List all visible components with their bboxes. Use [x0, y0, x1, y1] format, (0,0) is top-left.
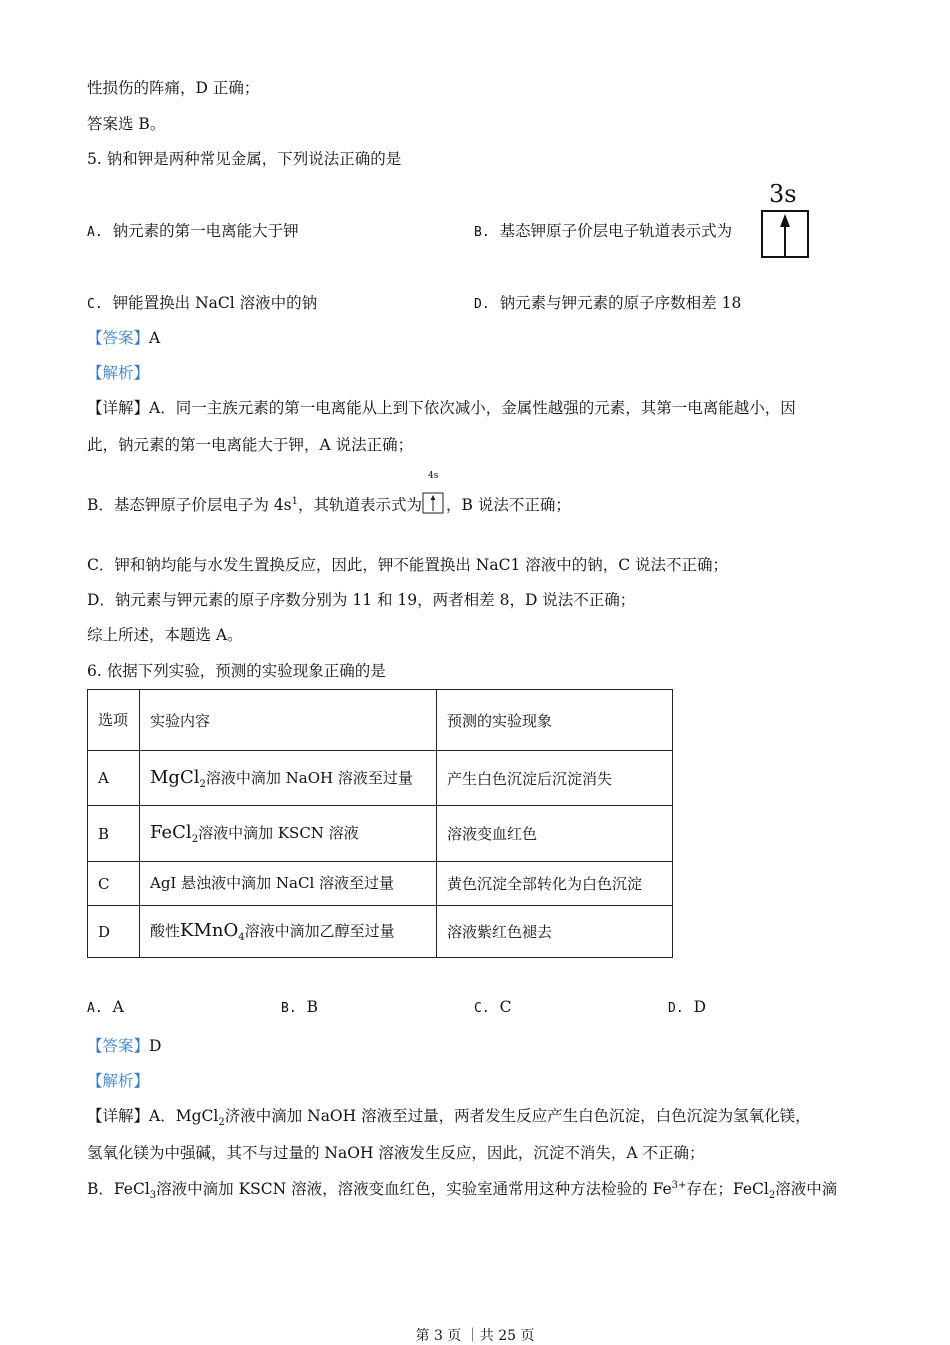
- q5-detail-d: D．钠元素与钾元素的原子序数分别为 11 和 19，两者相差 8，D 说法不正确；: [87, 591, 636, 609]
- q5-detail-a1: [87, 396, 796, 418]
- q5-detail-a2: 此，钠元素的第一电离能大于钾，A 说法正确；: [87, 436, 414, 454]
- q6-option-c: [474, 998, 512, 1016]
- option-text: A: [112, 998, 124, 1016]
- content-text: AgI 悬浊液中滴加 NaCl 溶液至过量: [150, 874, 395, 892]
- page-footer: 第 3 页 ｜共 25 页: [415, 1328, 535, 1344]
- table-header-row: [88, 690, 673, 751]
- content-text: 溶液中滴加 KSCN 溶液: [198, 824, 359, 842]
- option-text: 基态钾原子价层电子轨道表示式为: [499, 222, 733, 240]
- q6-detail-a2: 氢氧化镁为中强碱，其不与过量的 NaOH 溶液发生反应，因此，沉淀不消失，A 不正确；: [87, 1144, 705, 1162]
- formula: KMnO: [180, 920, 239, 941]
- detail-tag: 【详解】: [87, 399, 150, 417]
- detail-text: B．FeCl: [87, 1180, 150, 1198]
- orbital-label: 3s: [769, 180, 797, 208]
- table-row: [88, 906, 673, 958]
- q5-option-d: [474, 291, 741, 313]
- content-text: 溶液中滴加 NaOH 溶液至过量: [205, 768, 413, 787]
- detail-text: 溶液中滴: [775, 1180, 838, 1198]
- option-text: 钠元素与钾元素的原子序数相差 18: [499, 294, 742, 312]
- q6-option-a: [87, 998, 124, 1016]
- detail-text: 溶液中滴加 KSCN 溶液，溶液变血红色，实验室通常用这种方法检验的 Fe: [156, 1180, 672, 1198]
- option-label: D.: [474, 297, 490, 312]
- subscript: 2: [191, 834, 199, 845]
- option-label: D.: [668, 1001, 684, 1016]
- option-text: C: [499, 998, 512, 1016]
- orbital-box-icon: [422, 492, 444, 514]
- cell-content: [140, 751, 437, 806]
- subscript: 4: [238, 932, 245, 943]
- orbital-label: 4s: [428, 471, 439, 481]
- question-5-stem: 5. 钠和钾是两种常见金属，下列说法正确的是: [87, 150, 402, 168]
- cell-result: 产生白色沉淀后沉淀消失: [437, 751, 673, 806]
- option-text: B: [306, 998, 319, 1016]
- option-text: 钠元素的第一电离能大于钾: [112, 222, 299, 240]
- option-label: A.: [87, 1001, 103, 1016]
- text-line: 性损伤的阵痛，D 正确；: [87, 79, 260, 97]
- prefix: 酸性: [150, 922, 181, 940]
- content-text: 溶液中滴加乙醇至过量: [244, 922, 395, 940]
- table-row: [88, 751, 673, 806]
- table-row: [88, 862, 673, 906]
- question-6-stem: 6. 依据下列实验，预测的实验现象正确的是: [87, 662, 386, 680]
- detail-text: A．MgCl: [149, 1107, 219, 1125]
- answer-tag: 【答案】: [87, 329, 150, 347]
- superscript: 1: [291, 495, 299, 507]
- orbital-diagram-3s: [761, 182, 811, 260]
- formula: MgCl: [150, 766, 200, 788]
- option-text: 钾能置换出 NaCl 溶液中的钠: [112, 294, 318, 312]
- q6-analysis-tag: 【解析】: [87, 1072, 150, 1090]
- subscript: 2: [768, 1190, 776, 1202]
- q5-detail-b: [87, 471, 571, 515]
- q5-option-a: [87, 219, 299, 241]
- detail-text: 济液中滴加 NaOH 溶液至过量，两者发生反应产生白色沉淀，白色沉淀为氢氧化镁，: [224, 1107, 811, 1125]
- cell-content: [140, 906, 437, 958]
- inline-orbital: [422, 471, 446, 514]
- formula: FeCl: [150, 822, 192, 843]
- header-result: 预测的实验现象: [437, 690, 673, 751]
- answer-value: D: [149, 1037, 162, 1055]
- orbital-box-icon: [761, 210, 811, 260]
- q5-answer: [87, 326, 160, 348]
- subscript: 3: [149, 1190, 157, 1202]
- cell-result: 溶液变血红色: [437, 806, 673, 862]
- detail-tag: 【详解】: [87, 1107, 150, 1125]
- cell-option: C: [88, 862, 140, 906]
- detail-text: A．同一主族元素的第一电离能从上到下依次减小，金属性越强的元素，其第一电离能越小，因: [149, 399, 796, 417]
- q6-detail-b: [87, 1177, 837, 1201]
- q6-option-d: [668, 998, 706, 1016]
- experiment-table: [87, 689, 673, 958]
- superscript: 3+: [671, 1179, 687, 1191]
- option-label: A.: [87, 225, 103, 240]
- detail-text: ，其轨道表示式为: [298, 496, 423, 514]
- q5-analysis-tag: 【解析】: [87, 364, 150, 382]
- q5-option-c: [87, 291, 317, 313]
- header-content: 实验内容: [140, 690, 437, 751]
- text-line: 答案选 B。: [87, 115, 166, 133]
- answer-tag: 【答案】: [87, 1037, 150, 1055]
- cell-result: 溶液紫红色褪去: [437, 906, 673, 958]
- header-option: 选项: [88, 690, 140, 751]
- cell-option: A: [88, 751, 140, 806]
- detail-text: 存在；FeCl: [686, 1180, 769, 1198]
- cell-option: D: [88, 906, 140, 958]
- cell-option: B: [88, 806, 140, 862]
- cell-content: [140, 862, 437, 906]
- cell-content: [140, 806, 437, 862]
- q5-option-b: [474, 219, 732, 241]
- q5-detail-c: C．钾和钠均能与水发生置换反应，因此，钾不能置换出 NaC1 溶液中的钠，C 说法不正确；: [87, 556, 729, 574]
- table-row: [88, 806, 673, 862]
- cell-result: 黄色沉淀全部转化为白色沉淀: [437, 862, 673, 906]
- detail-text: ，B 说法不正确；: [446, 496, 571, 514]
- option-label: B.: [474, 225, 490, 240]
- option-label: C.: [87, 297, 103, 312]
- subscript: 2: [218, 1117, 225, 1129]
- q5-summary: 综上所述，本题选 A。: [87, 626, 243, 644]
- option-label: B.: [281, 1001, 297, 1016]
- q6-answer: [87, 1034, 161, 1056]
- option-text: D: [693, 998, 707, 1016]
- option-label: C.: [474, 1001, 490, 1016]
- detail-text: B．基态钾原子价层电子为 4s: [87, 496, 292, 514]
- q6-detail-a1: [87, 1104, 811, 1128]
- q6-option-b: [281, 998, 318, 1016]
- subscript: 2: [199, 778, 206, 790]
- answer-value: A: [149, 329, 161, 347]
